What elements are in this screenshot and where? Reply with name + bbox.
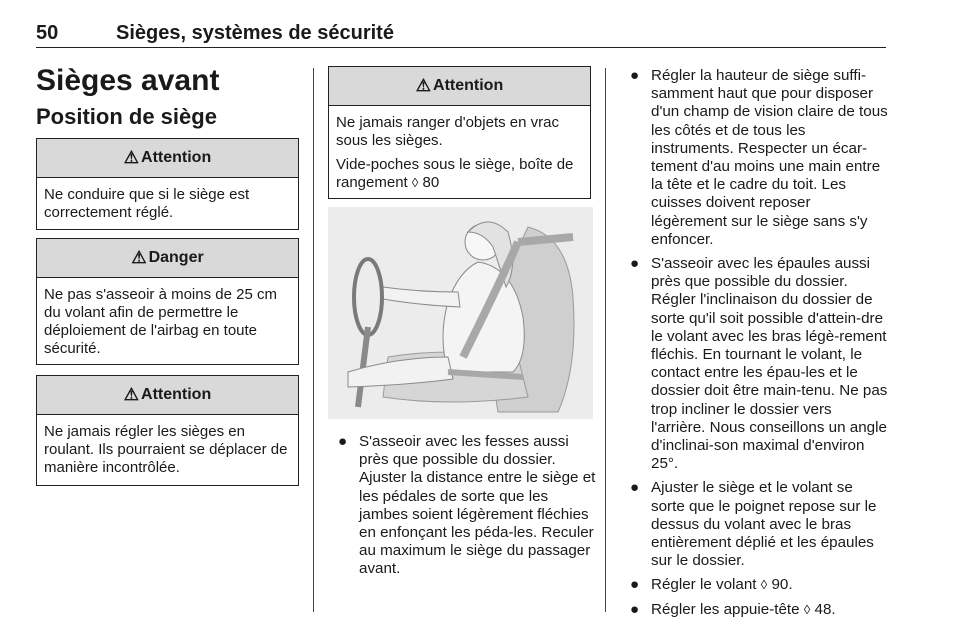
list-item: ● Régler les appuie-tête ◊ 48. bbox=[630, 600, 836, 618]
warning-triangle-icon: ⚠ bbox=[123, 148, 140, 167]
page-ref-arrow-icon: ◊ bbox=[411, 175, 419, 190]
box-text: Ne pas s'asseoir à moins de 25 cm du volant afin de permettre le déploiement de l'airbag en toute sécurité. bbox=[44, 286, 277, 357]
seating-position-illustration bbox=[328, 207, 593, 419]
page-ref-link[interactable]: 90. bbox=[771, 576, 793, 594]
bullet-icon: ● bbox=[630, 600, 640, 618]
subsection-title: Position de siège bbox=[36, 104, 217, 129]
attention-box bbox=[328, 66, 591, 199]
box-heading: Danger bbox=[148, 249, 204, 266]
instruction-list-right bbox=[630, 67, 890, 625]
bullet-icon: ● bbox=[630, 255, 640, 273]
bullet-icon: ● bbox=[630, 576, 640, 594]
box-text-with-ref: Vide-poches sous le siège, boîte de rangement ◊ 80 bbox=[336, 156, 574, 191]
page-number: 50 bbox=[36, 22, 59, 44]
chapter-title: Sièges, systèmes de sécurité bbox=[116, 22, 394, 44]
page-ref-link[interactable]: 48. bbox=[814, 600, 836, 618]
box-heading: Attention bbox=[141, 386, 212, 403]
box-heading: Attention bbox=[433, 77, 504, 94]
bullet-icon: ● bbox=[630, 67, 640, 84]
box-header bbox=[37, 376, 298, 415]
box-text: Ne jamais ranger d'objets en vrac sous les sièges. bbox=[336, 114, 559, 149]
danger-box bbox=[36, 238, 299, 365]
attention-box bbox=[36, 138, 299, 230]
page-ref-arrow-icon: ◊ bbox=[803, 601, 811, 617]
warning-triangle-icon: ⚠ bbox=[131, 248, 147, 267]
list-item: ● Ajuster le siège et le volant se sorte que le poignet repose sur le dessus du volant avec le bras entièrement déplié et les épaules sur le dossier. bbox=[630, 479, 877, 570]
section-title: Sièges avant bbox=[36, 64, 220, 97]
list-item: ● Régler la hauteur de siège suffi-samment haut que pour disposer d'un champ de vision claire de tous les côtés et de tous les instruments. Respecter un écar-tement d'au moins une main entre la tête et le cadre du toit. Les cuisses doivent reposer légèrement sur le siège sans s'y enfoncer. bbox=[630, 67, 888, 248]
box-text: Ne conduire que si le siège est correctement réglé. bbox=[44, 186, 250, 221]
page-ref-arrow-icon: ◊ bbox=[760, 577, 768, 593]
list-item: ● S'asseoir avec les fesses aussi près que possible du dossier. Ajuster la distance entre le siège et les pédales de sorte que les jambes soient légèrement fléchies en enfonçant les péda-les. Reculer au maximum le siège du passager avant. bbox=[338, 433, 596, 578]
box-text: Ne jamais régler les sièges en roulant. Ils pourraient se déplacer de manière incontrôlée. bbox=[44, 423, 288, 476]
list-item: ● S'asseoir avec les épaules aussi près que possible du dossier. Régler l'inclinaison du dossier de sorte qu'il soit possible d'attein-dre le volant avec les bras légè-rement fléchis. En tournant le volant, le contact entre les épau-les et le dossier doit être main-tenu. Ne pas trop incliner le dossier vers l'arrière. Nous conseillons un angle d'inclinai-son maximal d'environ 25°. bbox=[630, 255, 888, 473]
box-heading: Attention bbox=[141, 149, 212, 166]
page-header bbox=[36, 18, 886, 48]
box-header bbox=[37, 239, 298, 278]
list-item: ● Régler le volant ◊ 90. bbox=[630, 576, 793, 594]
warning-triangle-icon: ⚠ bbox=[415, 76, 432, 95]
page-ref-link[interactable]: 80 bbox=[422, 174, 440, 191]
box-header bbox=[37, 139, 298, 178]
column-divider-right bbox=[605, 68, 606, 612]
box-header bbox=[329, 67, 590, 106]
column-divider-left bbox=[313, 68, 314, 612]
bullet-icon: ● bbox=[630, 479, 640, 497]
header-rule bbox=[36, 47, 886, 48]
bullet-icon: ● bbox=[338, 433, 348, 450]
instruction-list-middle bbox=[338, 433, 596, 585]
attention-box bbox=[36, 375, 299, 486]
warning-triangle-icon: ⚠ bbox=[123, 385, 140, 404]
